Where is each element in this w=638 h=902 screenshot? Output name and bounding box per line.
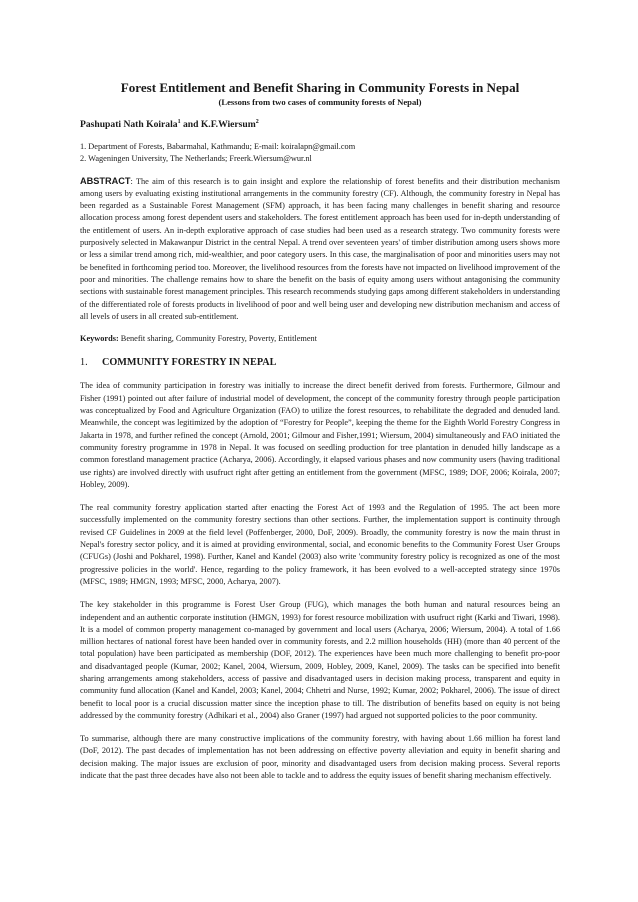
abstract-text: : The aim of this research is to gain insight and explore the relationship of forest benefits and their distribution mechanism among users by evaluating existing institutional arrangements in the community forestry (CF). Although, the community forestry in Nepal has been regarded as a Sustainable Forest Management (SFM) approach, it has been facing many challenges in benefit sharing and resource allocation process among forest dependent users and stakeholders. The forest entitlement approach has been used for in-depth understanding of the entitlement of users. An in-depth explorative approach of case studies had been used as a research strategy. Two community forests were purposively selected in Makawanpur District in the central Nepal. A trend over seventeen years' of timber distribution among users shows more or less a similar trend among rich, mid-wealthier, and poor category users. In this case, the marginalisation of poor and minorities users may not be benefited in forthcoming period too. Moreover, the livelihood resources from the forests have not impacted on livelihood improvement of the poor and minorities. The challenge remains how to share the benefit on the basis of equity among users without antagonising the community sections with sustainable forest management principles. This research recommends studying gaps among different stakeholders in understanding of the differentiated role of forests products in livelihood of poor and well being user and developing new distribution mechanism and access of all levels of users in all created sub-entitlement. <box>80 176 560 321</box>
section-heading <box>80 356 560 370</box>
body-paragraph-4: To summarise, although there are many constructive implications of the community forestry, with having about 1.66 million ha forest land (DoF, 2012). The past decades of implementation has not been addressing on effective poverty alleviation and equity in benefit sharing and decision making. The major issues are exclusion of poor, minority and disadvantaged users from decision making process. Several reports indicate that the past three decades have also not been able to tackle and to address the equity issues of benefit sharing mechanism effectively. <box>80 734 560 781</box>
author-connector: and <box>180 119 201 130</box>
keywords <box>80 333 560 345</box>
author-1-name: Pashupati Nath Koirala <box>80 119 178 130</box>
author-line <box>80 119 560 131</box>
abstract <box>80 175 560 324</box>
affiliation-1: 1. Department of Forests, Babarmahal, Kathmandu; E-mail: koiralapn@gmail.com <box>80 142 356 151</box>
section-title: COMMUNITY FORESTRY IN NEPAL <box>102 357 277 369</box>
paper-subtitle: (Lessons from two cases of community forests of Nepal) <box>218 97 422 107</box>
body-paragraph-2: The real community forestry application started after enacting the Forest Act of 1993 and the Regulation of 1995. The act been more successfully implemented on the community forestry sections than other sections. Further, the implementation support is continuity through revised CF Guidelines in 2009 at the field level (Poffenberger, 2000, DoF, 2009). Broadly, the community forestry is now the main thrust in Nepal's forestry sector policy, and it is aimed at providing environmental, social, and economic benefits to the Community Forest User Groups (CFUGs) (Joshi and Pokharel, 1998). Further, Kanel and Kandel (2003) also write 'community forestry policy is recognized as one of the most progressive policies in the world'. Hence, regarding to the policy framework, it has been evolved to a well-accepted strategy since 1970s (MFSC, 1989; HMGN, 1993; MFSC, 2000, Acharya, 2007). <box>80 503 560 586</box>
affiliations <box>80 141 560 166</box>
author-1-affil-marker: 1 <box>177 118 181 125</box>
paper-title: Forest Entitlement and Benefit Sharing in Community Forests in Nepal <box>120 80 520 95</box>
body-paragraph-3: The key stakeholder in this programme is Forest User Group (FUG), which manages the both human and natural resources being an independent and an authentic corporate institution (HMGN, 1993) for forest resource mobilization with usufruct right (Karki and Tiwari, 1998). It is a model of common property management co-managed by government and local users (Acharya, 2006; Wiersum, 2004). A total of 1.66 million hectares of national forest have been handed over in community forests, and 2.2 million households (HH) (more than 40 percent of the total population) have been participated as membership (DOF, 2012). The experiences have been much more challenging to benefit pro-poor and disadvantaged people (Kumar, 2002; Kanel, 2004, Wiersum, 2009, Hobley, 2009, Kanel, 2009). The tasks can be specified into benefit sharing arrangements among stakeholders, access of passive and disadvantaged users in decision making process, transparent and equity in community fund allocation (Kanel and Kandel, 2003; Kanel, 2004; Chhetri and Nurse, 1992; Kumar, 2002; Pokharel, 2006). The issue of direct benefit to local poor is a crucial discussion matter since the inception phase to till. The distribution of benefits based on equity is not being addressed by the community forestry (Adhikari et al., 2004) also Graner (1997) had argued not supported policies to the poor community. <box>80 600 560 720</box>
keywords-label: Keywords: <box>80 334 119 344</box>
author-2-affil-marker: 2 <box>255 118 259 125</box>
keywords-text: Benefit sharing, Community Forestry, Poverty, Entitlement <box>118 334 317 344</box>
abstract-label: ABSTRACT <box>80 175 131 186</box>
author-2-name: K.F.Wiersum <box>200 119 256 130</box>
body-paragraph-1: The idea of community participation in forestry was initially to increase the direct benefit derived from forests. Furthermore, Gilmour and Fisher (1991) pointed out after failure of industrial model of development, the concept of the community forestry through people participation was conceptualized by Food and Agriculture Organization (FAO) to utilize the forest resources, to rehabilitate the degraded and denuded land. Meanwhile, the concept was legitimized by the adoption of “Forestry for People”, keeping the theme for the Eighth World Forestry Congress in Jakarta in 1978, and further refined the concept (Arnold, 2001; Gilmour and Fisher,1991; Wiersum, 2004) simultaneously and FAO initiated the community forestry programme in 1978 in Nepal. It was focused on seedling production for tree plantation in denuded hilly landscape as a common forestland management practice (Acharya, 2006). Accordingly, it elapsed various phases and now community users (having traditional use rights) are involved directly with usufruct right after getting an entitlement from the government (MFSC, 1989; DOF, 2006; Koirala, 2007; Hobley, 2009). <box>80 381 560 489</box>
affiliation-2: 2. Wageningen University, The Netherlands; Freerk.Wiersum@wur.nl <box>80 154 312 164</box>
section-number: 1. <box>80 357 88 369</box>
